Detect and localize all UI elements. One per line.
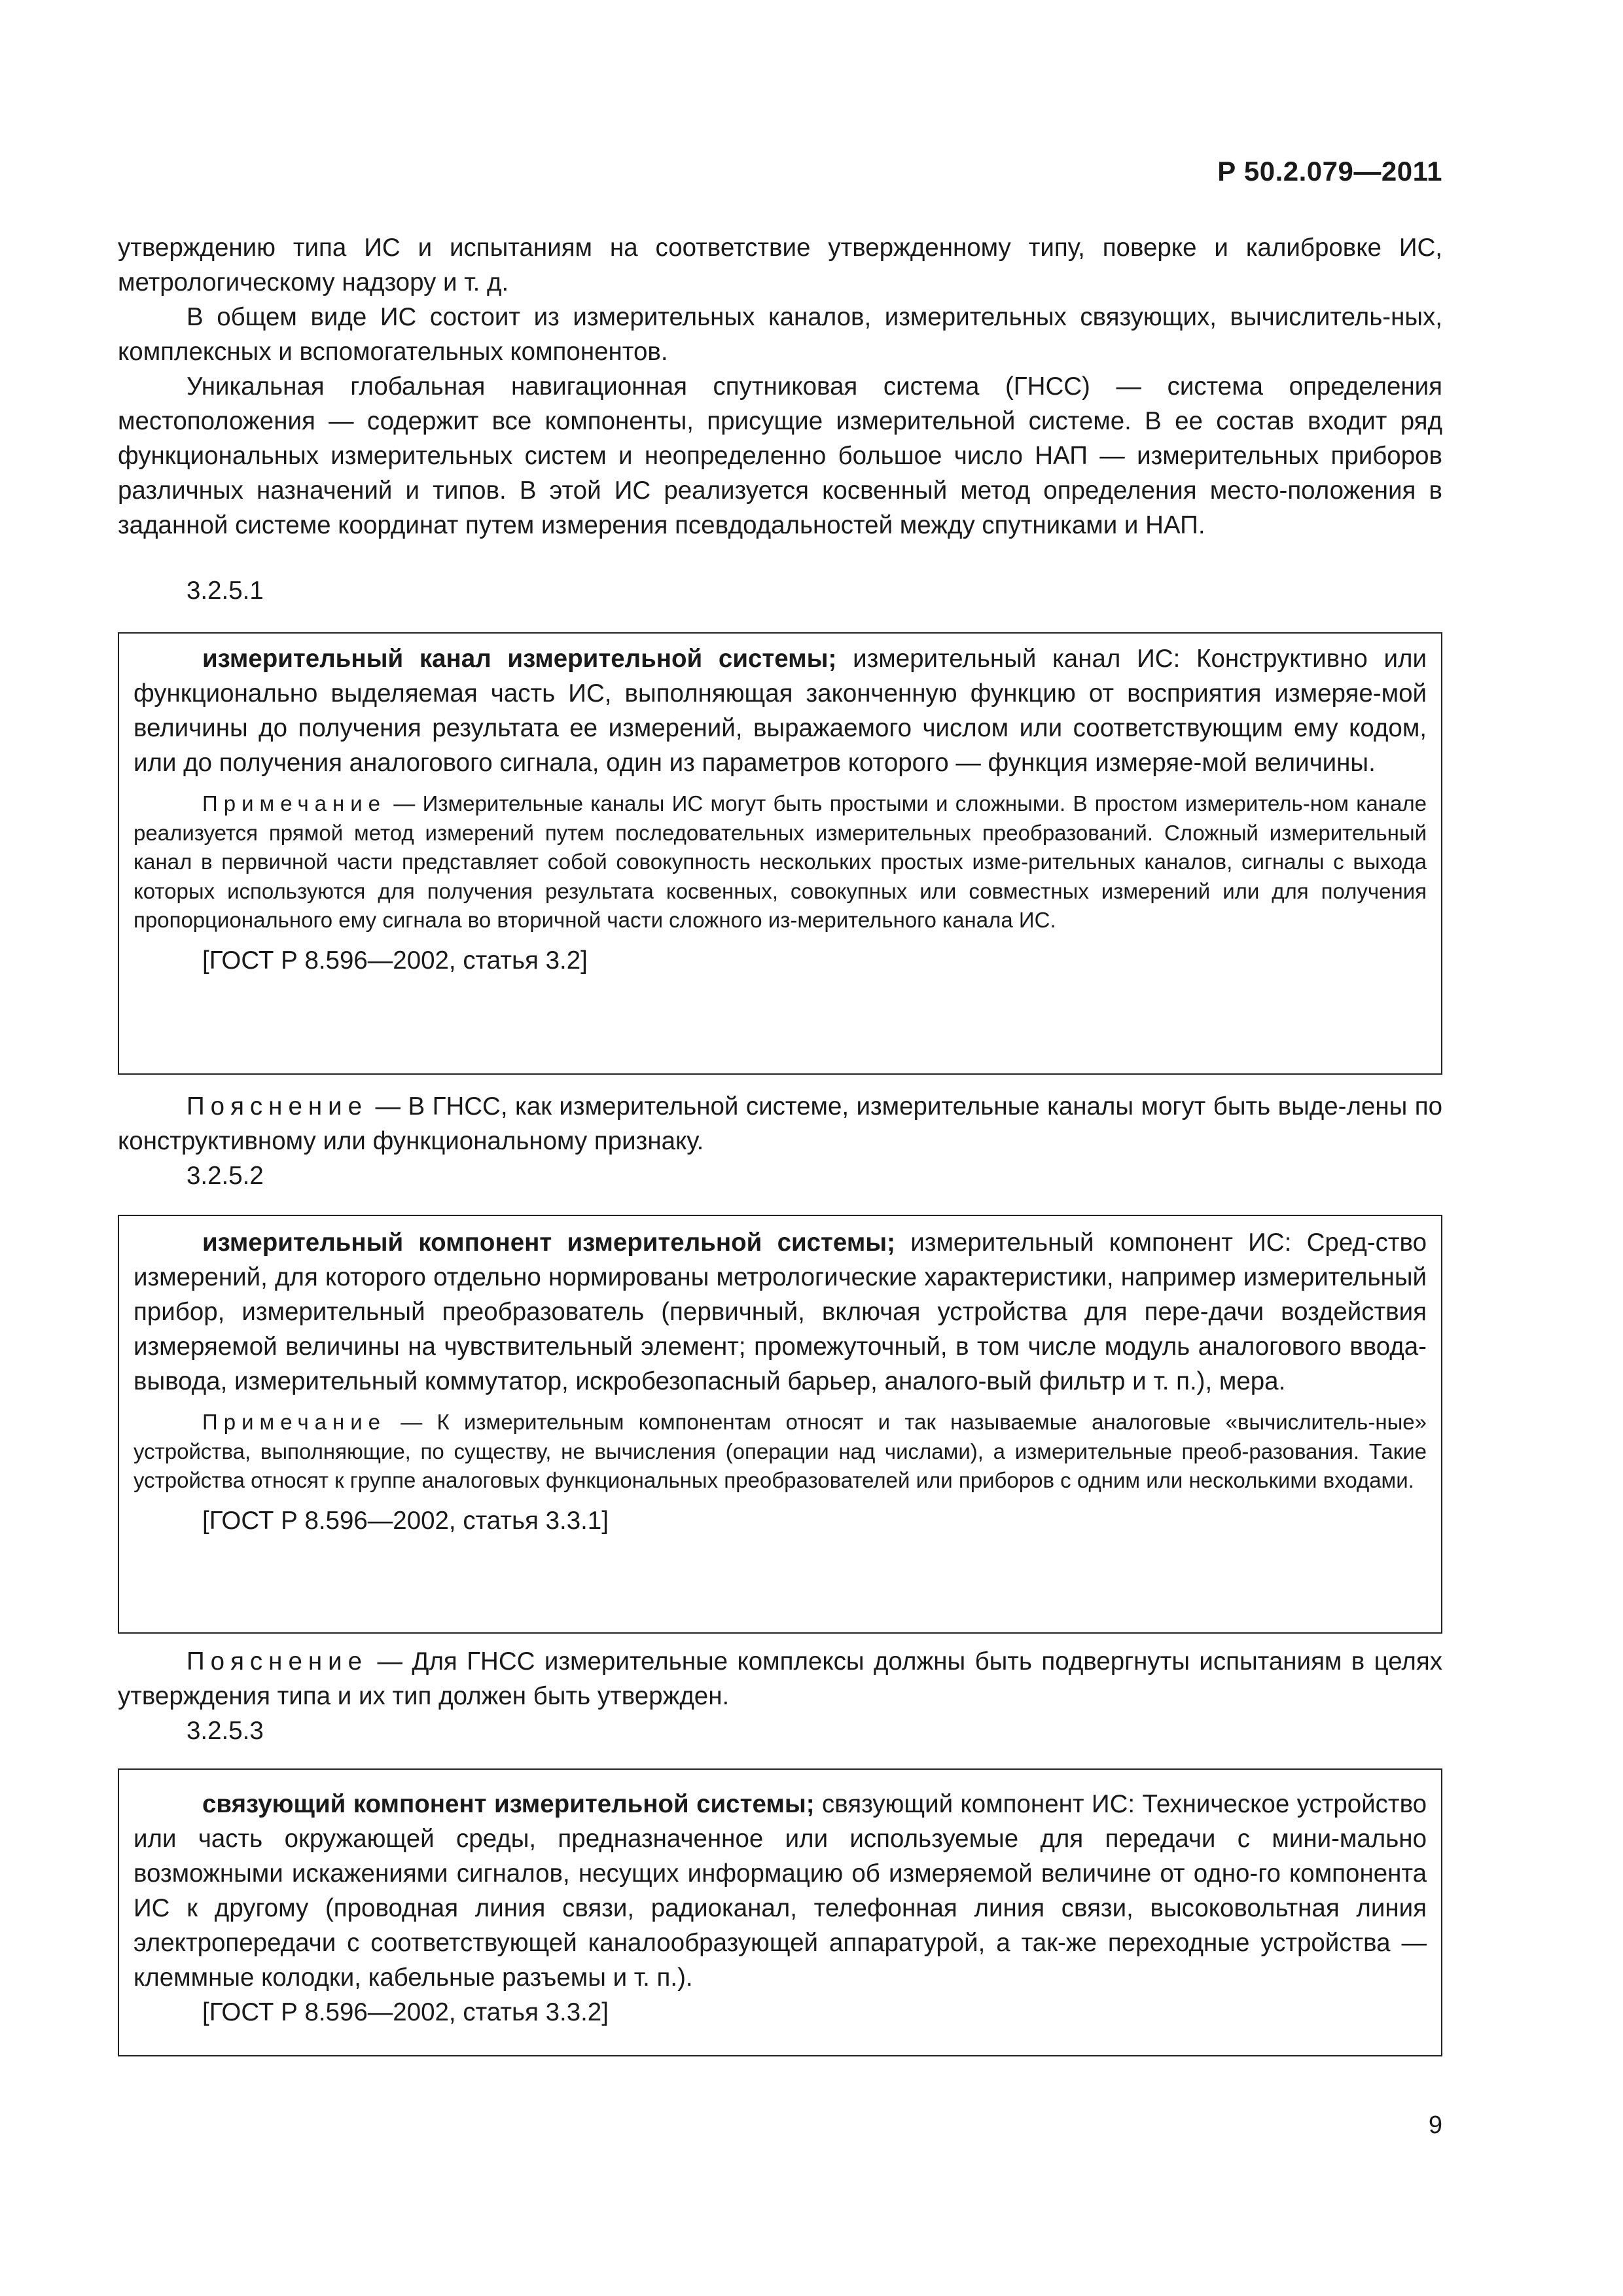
explanation-text — [118, 1644, 1442, 1713]
term-title: измерительный канал измерительной системы; — [202, 645, 837, 673]
note-label: Примечание — [202, 1410, 387, 1434]
note — [134, 1408, 1427, 1496]
intro-text — [118, 230, 1442, 543]
note-label: Примечание — [202, 791, 387, 816]
note-text: — К измерительным компонентам относят и так называемые аналоговые «вычислитель-ные» устройства, выполняющие, по существу, не вычисления (операции над числами), а измерительные преоб-разования. Такие устройства относят к группе аналоговых функциональных преобразователей или приборов с одним или несколькими входами. — [134, 1410, 1427, 1492]
intro-paragraph-3: Уникальная глобальная навигационная спутниковая система (ГНСС) — система определения местоположения — содержит все компоненты, присущие измерительной системе. В ее состав входит ряд функциональных измерительных систем и неопределенно большое число НАП — измерительных приборов различных назначений и типов. В этой ИС реализуется косвенный метод определения место-положения в заданной системе координат путем измерения псевдодальностей между спутниками и НАП. — [118, 372, 1442, 539]
reference: [ГОСТ Р 8.596—2002, статья 3.3.1] — [202, 1506, 609, 1535]
explanation-body: — Для ГНСС измерительные комплексы должны быть подвергнуты испытаниям в целях утверждения типа и их тип должен быть утвержден. — [118, 1647, 1442, 1710]
term-definition: связующий компонент ИС: Техническое устройство или часть окружающей среды, предназначенное или используемые для передачи с мини-мально возможными искажениями сигналов, несущих информацию об измеряемой величине от одно-го компонента ИС к другому (проводная линия связи, радиоканал, телефонная линия связи, высоковольтная линия электропередачи с соответствующей каналообразующей аппаратурой, а так-же переходные устройства — клеммные колодки, кабельные разъемы и т. п.). — [134, 1790, 1427, 1992]
section-number: 3.2.5.1 — [187, 577, 264, 605]
explanation — [118, 1089, 1442, 1158]
definition-box — [118, 1768, 1442, 2056]
definition-box — [118, 1215, 1442, 1634]
document-page — [118, 0, 1442, 2296]
definition-box — [118, 632, 1442, 1075]
note — [134, 789, 1427, 935]
explanation-text — [118, 1089, 1442, 1158]
intro-paragraph-1: утверждению типа ИС и испытаниям на соответствие утвержденному типу, поверке и калибровке ИС, метрологическому надзору и т. д. — [118, 234, 1442, 296]
explanation-body: — В ГНСС, как измерительной системе, измерительные каналы могут быть выде-лены по конструктивному или функциональному признаку. — [118, 1092, 1442, 1155]
term-title: измерительный компонент измерительной системы; — [202, 1229, 895, 1257]
term-definition: измерительный компонент ИС: Сред-ство измерений, для которого отдельно нормированы метрологические характеристики, например измерительный прибор, измерительный преобразователь (первичный, включая устройства для пере-дачи воздействия измеряемой величины на чувствительный элемент; промежуточный, в том числе модуль аналогового ввода-вывода, измерительный коммутатор, искробезопасный барьер, аналого-вый фильтр и т. п.), мера. — [134, 1229, 1427, 1395]
term-title: связующий компонент измерительной системы; — [202, 1790, 815, 1818]
reference: [ГОСТ Р 8.596—2002, статья 3.3.2] — [202, 1998, 609, 2026]
explanation-label: Пояснение — [187, 1092, 368, 1121]
section-number: 3.2.5.3 — [187, 1717, 264, 1745]
definition-text — [134, 1787, 1427, 1995]
document-id: Р 50.2.079—2011 — [1217, 156, 1442, 187]
intro-paragraph-2: В общем виде ИС состоит из измерительных каналов, измерительных связующих, вычислитель-ных, комплексных и вспомогательных компонентов. — [118, 303, 1442, 366]
term-definition: измерительный канал ИС: Конструктивно или функционально выделяемая часть ИС, выполняющая законченную функцию от восприятия измеряе-мой величины до получения результата ее измерений, выражаемого числом или соответствующим ему кодом, или до получения аналогового сигнала, один из параметров которого — функция измеряе-мой величины. — [134, 645, 1427, 777]
page-number: 9 — [1428, 2111, 1442, 2139]
explanation-label: Пояснение — [187, 1647, 368, 1676]
explanation — [118, 1644, 1442, 1713]
reference: [ГОСТ Р 8.596—2002, статья 3.2] — [202, 946, 588, 975]
definition-text — [134, 1225, 1427, 1399]
section-number: 3.2.5.2 — [187, 1162, 264, 1190]
note-text: — Измерительные каналы ИС могут быть простыми и сложными. В простом измеритель-ном канале реализуется прямой метод измерений путем последовательных измерительных преобразований. Сложный измерительный канал в первичной части представляет собой совокупность нескольких простых изме-рительных каналов, сигналы с выхода которых используются для получения результата косвенных, совокупных или совместных измерений или для получения пропорционального ему сигнала во вторичной части сложного из-мерительного канала ИС. — [134, 791, 1427, 932]
definition-text — [134, 641, 1427, 780]
